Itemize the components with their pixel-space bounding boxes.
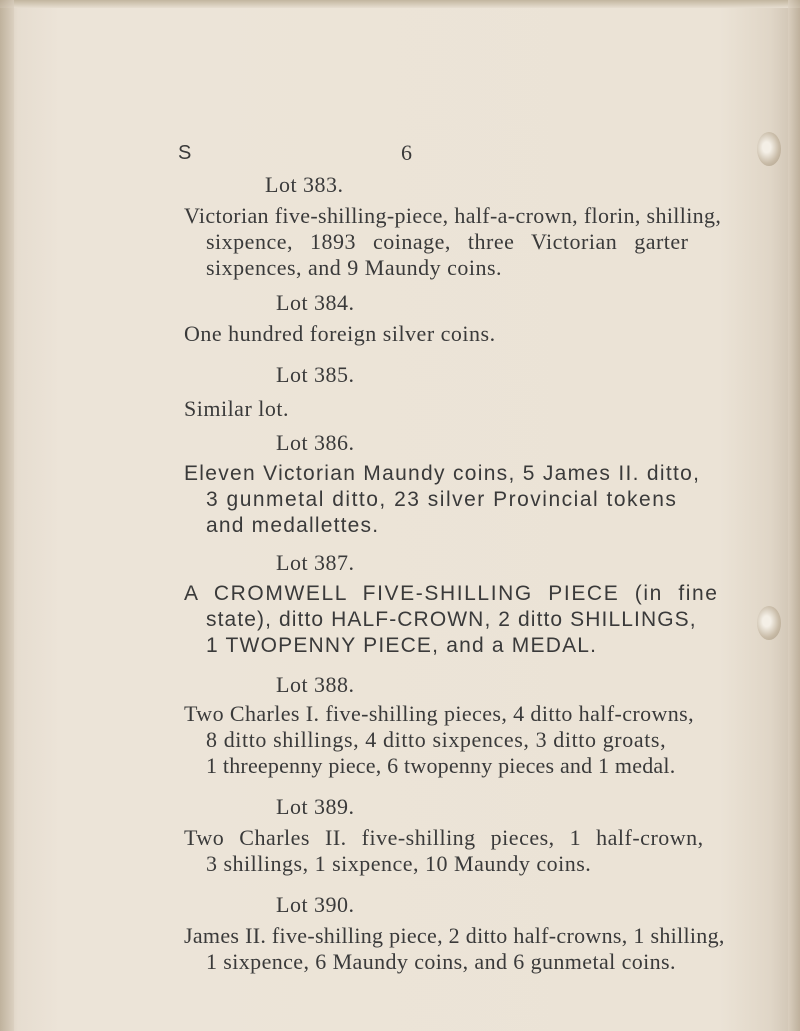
signature-mark: S: [178, 142, 192, 164]
lot-description-line: 3 shillings, 1 sixpence, 10 Maundy coins.: [206, 851, 592, 876]
lot-description-line: Similar lot.: [184, 396, 289, 421]
lot-description-line: 3 gunmetal ditto, 23 silver Provincial tokens: [206, 488, 678, 511]
lot-description-line: 1 TWOPENNY PIECE, and a MEDAL.: [206, 634, 598, 657]
lot-description-line: 1 threepenny piece, 6 twopenny pieces and 1 medal.: [206, 753, 676, 778]
page-top-edge: [0, 0, 800, 8]
page-number: 6: [401, 140, 412, 165]
lot-description-line: Two Charles II. five-shilling pieces, 1 half-crown,: [184, 825, 704, 850]
lot-description-line: 1 sixpence, 6 Maundy coins, and 6 gunmetal coins.: [206, 949, 676, 974]
page-left-edge: [0, 0, 14, 1031]
lot-heading: Lot 384.: [276, 290, 355, 315]
lot-heading: Lot 388.: [276, 672, 355, 697]
lot-description-line: Two Charles I. five-shilling pieces, 4 ditto half-crowns,: [184, 701, 695, 726]
lot-heading: Lot 385.: [276, 362, 355, 387]
lot-description-line: One hundred foreign silver coins.: [184, 321, 496, 346]
lot-description-line: A CROMWELL FIVE-SHILLING PIECE (in fine: [184, 582, 719, 605]
lot-heading: Lot 386.: [276, 430, 355, 455]
lot-heading: Lot 387.: [276, 550, 355, 575]
lot-description-line: 8 ditto shillings, 4 ditto sixpences, 3 ditto groats,: [206, 727, 667, 752]
lot-description-line: Eleven Victorian Maundy coins, 5 James II. ditto,: [184, 462, 701, 485]
lot-description-line: state), ditto HALF-CROWN, 2 ditto SHILLINGS,: [206, 608, 697, 631]
binding-hole-top: [757, 132, 781, 166]
lot-heading: Lot 390.: [276, 892, 355, 917]
page-right-edge: [788, 0, 800, 1031]
lot-description-line: James II. five-shilling piece, 2 ditto half-crowns, 1 shilling,: [184, 923, 725, 948]
lot-description-line: sixpence, 1893 coinage, three Victorian garter: [206, 229, 689, 254]
binding-hole-middle: [757, 606, 781, 640]
lot-heading: Lot 383.: [265, 172, 344, 197]
lot-heading: Lot 389.: [276, 794, 355, 819]
lot-description-line: Victorian five-shilling-piece, half-a-crown, florin, shilling,: [184, 203, 722, 228]
lot-description-line: and medallettes.: [206, 514, 380, 537]
lot-description-line: sixpences, and 9 Maundy coins.: [206, 255, 503, 280]
